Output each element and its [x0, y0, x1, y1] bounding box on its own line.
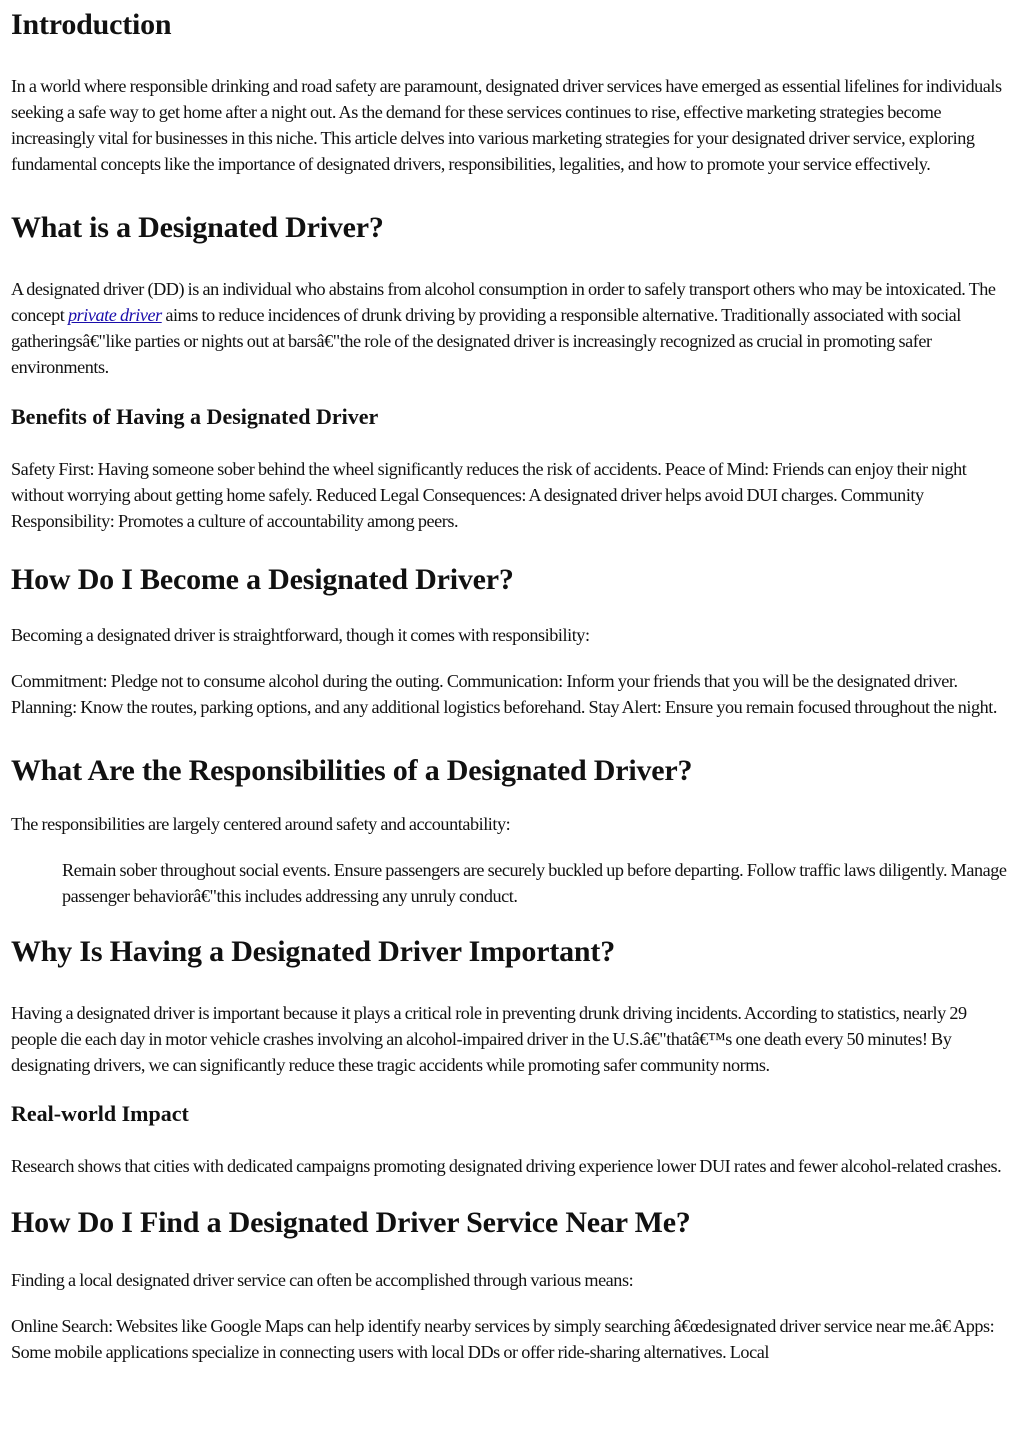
why-heading: Why Is Having a Designated Driver Important? — [11, 935, 615, 968]
responsibilities-heading: What Are the Responsibilities of a Designated Driver? — [11, 754, 693, 787]
what-is-text-after: aims to reduce incidences of drunk driving by providing a responsible alternative. Traditionally associated with social gatheringsâ€"like parties or nights out at barsâ€"the role of the designated driver is increasingly recognized as crucial in promoting safer environments. — [11, 305, 961, 377]
become-intro-paragraph: Becoming a designated driver is straightforward, though it comes with responsibility: — [11, 625, 590, 645]
impact-heading: Real-world Impact — [11, 1101, 189, 1126]
article-page — [0, 7, 1024, 1365]
impact-paragraph: Research shows that cities with dedicated campaigns promoting designated driving experience lower DUI rates and fewer alcohol-related crashes. — [11, 1156, 1002, 1176]
introduction-paragraph: In a world where responsible drinking and road safety are paramount, designated driver services have emerged as essential lifelines for individuals seeking a safe way to get home after a night out. As the demand for these services continues to rise, effective marketing strategies become increasingly vital for businesses in this niche. This article delves into various marketing strategies for your designated driver service, exploring fundamental concepts like the importance of designated drivers, responsibilities, legalities, and how to promote your service effectively. — [11, 76, 1002, 174]
find-options-paragraph: Online Search: Websites like Google Maps can help identify nearby services by simply searching â€œdesignated driver service near me.â€ Apps: Some mobile applications specialize in connecting users with local DDs or offer ride-sharing alternatives. Local — [11, 1316, 995, 1362]
responsibilities-intro-paragraph: The responsibilities are largely centered around safety and accountability: — [11, 814, 511, 834]
why-paragraph: Having a designated driver is important because it plays a critical role in preventing drunk driving incidents. According to statistics, nearly 29 people die each day in motor vehicle crashes involving an alcohol-impaired driver in the U.S.â€"thatâ€™s one death every 50 minutes! By designating drivers, we can significantly reduce these tragic accidents while promoting safer community norms. — [11, 1003, 967, 1075]
what-is-heading: What is a Designated Driver? — [11, 211, 384, 244]
benefits-paragraph: Safety First: Having someone sober behind the wheel significantly reduces the risk of accidents. Peace of Mind: Friends can enjoy their night without worrying about getting home safely. Reduced Legal Consequences: A designated driver helps avoid DUI charges. Community Responsibility: Promotes a culture of accountability among peers. — [11, 459, 967, 531]
responsibilities-list-paragraph: Remain sober throughout social events. Ensure passengers are securely buckled up before departing. Follow traffic laws diligently. Manage passenger behaviorâ€"this includes addressing any unruly conduct. — [62, 860, 1007, 906]
find-heading: How Do I Find a Designated Driver Service Near Me? — [11, 1206, 691, 1239]
become-heading: How Do I Become a Designated Driver? — [11, 563, 514, 596]
what-is-paragraph — [11, 276, 1013, 380]
introduction-heading: Introduction — [11, 8, 172, 41]
what-is-text-before: A designated driver (DD) is an individual who abstains from alcohol consumption in order to safely transport others who may be intoxicated. The concept — [11, 279, 996, 325]
find-intro-paragraph: Finding a local designated driver service can often be accomplished through various means: — [11, 1270, 634, 1290]
private-driver-link[interactable]: private driver — [68, 305, 162, 325]
become-steps-paragraph: Commitment: Pledge not to consume alcohol during the outing. Communication: Inform your friends that you will be the designated driver. Planning: Know the routes, parking options, and any additional logistics beforehand. Stay Alert: Ensure you remain focused throughout the night. — [11, 671, 997, 717]
benefits-heading: Benefits of Having a Designated Driver — [11, 404, 379, 429]
